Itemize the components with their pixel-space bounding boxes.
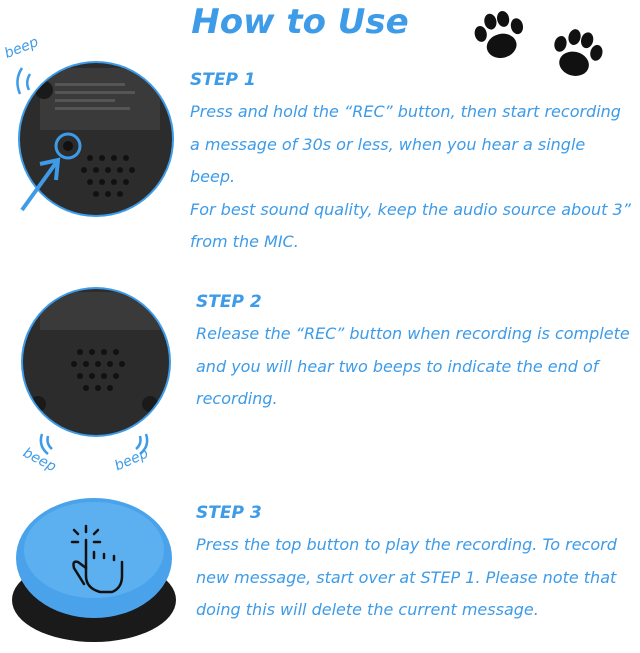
- page-title: How to Use: [191, 2, 409, 42]
- step-title: STEP 2: [196, 292, 262, 312]
- step-description: [190, 96, 635, 259]
- step-title: STEP 3: [196, 503, 262, 523]
- step-description: [196, 529, 636, 627]
- step-line: For best sound quality, keep the audio source about 3”: [190, 199, 631, 219]
- step-description: [196, 318, 636, 416]
- step-line: new message, start over at STEP 1. Please note that: [196, 567, 617, 587]
- step-line: Press the top button to play the recording. To record: [196, 535, 617, 554]
- step-line: Release the “REC” button when recording is complete: [196, 324, 630, 343]
- step-line: a message of 30s or less, when you hear a single beep.: [190, 134, 586, 186]
- beep-label: beep: [112, 445, 151, 475]
- step-line: Press and hold the “REC” button, then start recording: [190, 102, 621, 121]
- step-line: recording.: [196, 389, 278, 408]
- step-3: [196, 503, 636, 627]
- step-2: [196, 292, 636, 416]
- step-line: doing this will delete the current message.: [196, 600, 539, 619]
- beep-label: beep: [20, 444, 59, 476]
- rec-button-closeup: [0, 38, 190, 228]
- play-button-image: [8, 488, 180, 650]
- step-line: from the MIC.: [190, 232, 299, 251]
- step-1: [190, 70, 635, 259]
- step-line: and you will hear two beeps to indicate the end of: [196, 356, 599, 376]
- step-title: STEP 1: [190, 70, 256, 90]
- beep-label: beep: [2, 34, 41, 62]
